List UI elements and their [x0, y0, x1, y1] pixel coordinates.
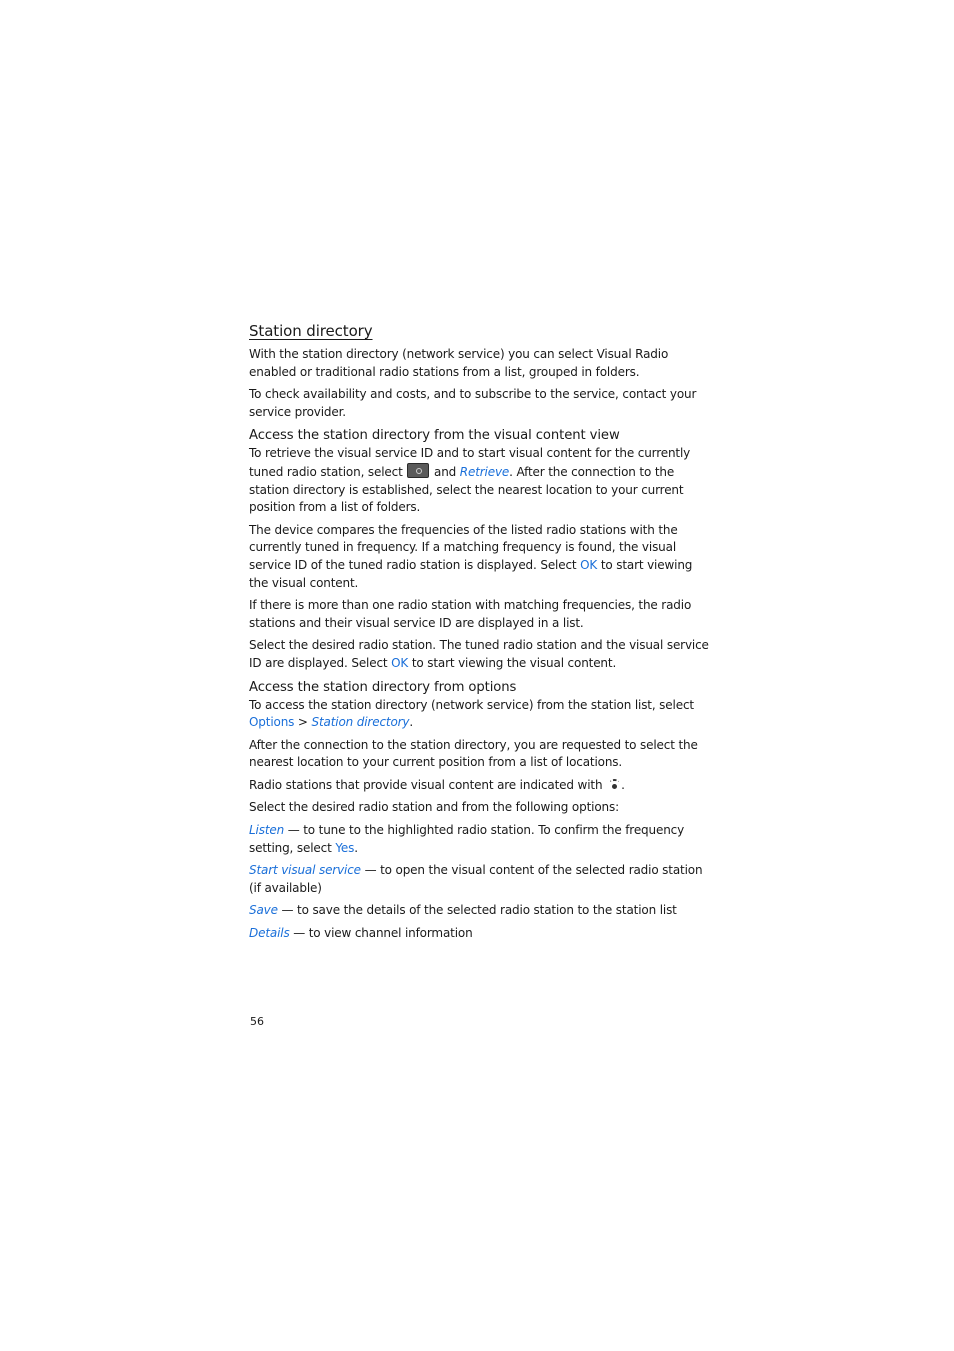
ok-command: OK — [580, 557, 598, 572]
details-command: Details — [249, 926, 290, 941]
options-command: Options — [249, 715, 295, 730]
page-number: 56 — [250, 1015, 264, 1028]
retrieve-command: Retrieve — [459, 464, 510, 479]
yes-command: Yes — [335, 840, 355, 855]
visual-view-paragraph-2: The device compares the frequencies of the listed radio stations with the currently tuned in frequency. If a matching frequency is found, the visual service ID of the tuned radio station is displayed. Select OK to start viewing the visual content. — [249, 522, 693, 590]
option-start-visual-service: Start visual service — to open the visual content of the selected radio station (if available) — [249, 863, 703, 895]
options-view-heading: Access the station directory from options — [249, 679, 517, 695]
visual-view-paragraph-1: To retrieve the visual service ID and to start visual content for the currently tuned radio station, select and Retrieve. After the connection to the station directory is established, select the nearest location to your current position from a list of folders. — [249, 446, 691, 515]
visual-view-paragraph-4: Select the desired radio station. The tuned radio station and the visual service ID are displayed. Select OK to start viewing the visual content. — [249, 638, 709, 670]
station-directory-command: Station directory — [311, 715, 410, 730]
options-view-paragraph-2: After the connection to the station directory, you are requested to select the nearest location to your current position from a list of locations. — [249, 737, 698, 770]
page-content — [249, 320, 709, 948]
option-save: Save — to save the details of the selected radio station to the station list — [249, 903, 677, 918]
options-view-paragraph-3: Radio stations that provide visual content are indicated with . — [249, 777, 625, 792]
save-command: Save — [249, 903, 278, 918]
intro-paragraph-1: With the station directory (network service) you can select Visual Radio enabled or traditional radio stations from a list, grouped in folders. — [249, 347, 669, 379]
section-title: Station directory — [249, 322, 373, 340]
listen-command: Listen — [249, 823, 285, 838]
visual-view-paragraph-3: If there is more than one radio station with matching frequencies, the radio stations and their visual service ID are displayed in a list. — [249, 598, 692, 630]
visual-content-icon — [609, 779, 621, 791]
option-listen: Listen — to tune to the highlighted radio station. To confirm the frequency setting, select Yes. — [249, 823, 685, 855]
visual-view-heading: Access the station directory from the visual content view — [249, 428, 620, 444]
intro-paragraph-2: To check availability and costs, and to subscribe to the service, contact your service provider. — [249, 387, 697, 419]
ok-command: OK — [391, 655, 409, 670]
select-softkey-icon — [407, 463, 429, 478]
options-view-paragraph-4: Select the desired radio station and from the following options: — [249, 800, 619, 815]
option-details: Details — to view channel information — [249, 926, 473, 941]
options-view-paragraph-1: To access the station directory (network service) from the station list, select Options > Station directory. — [249, 697, 694, 730]
start-visual-service-command: Start visual service — [249, 863, 361, 878]
